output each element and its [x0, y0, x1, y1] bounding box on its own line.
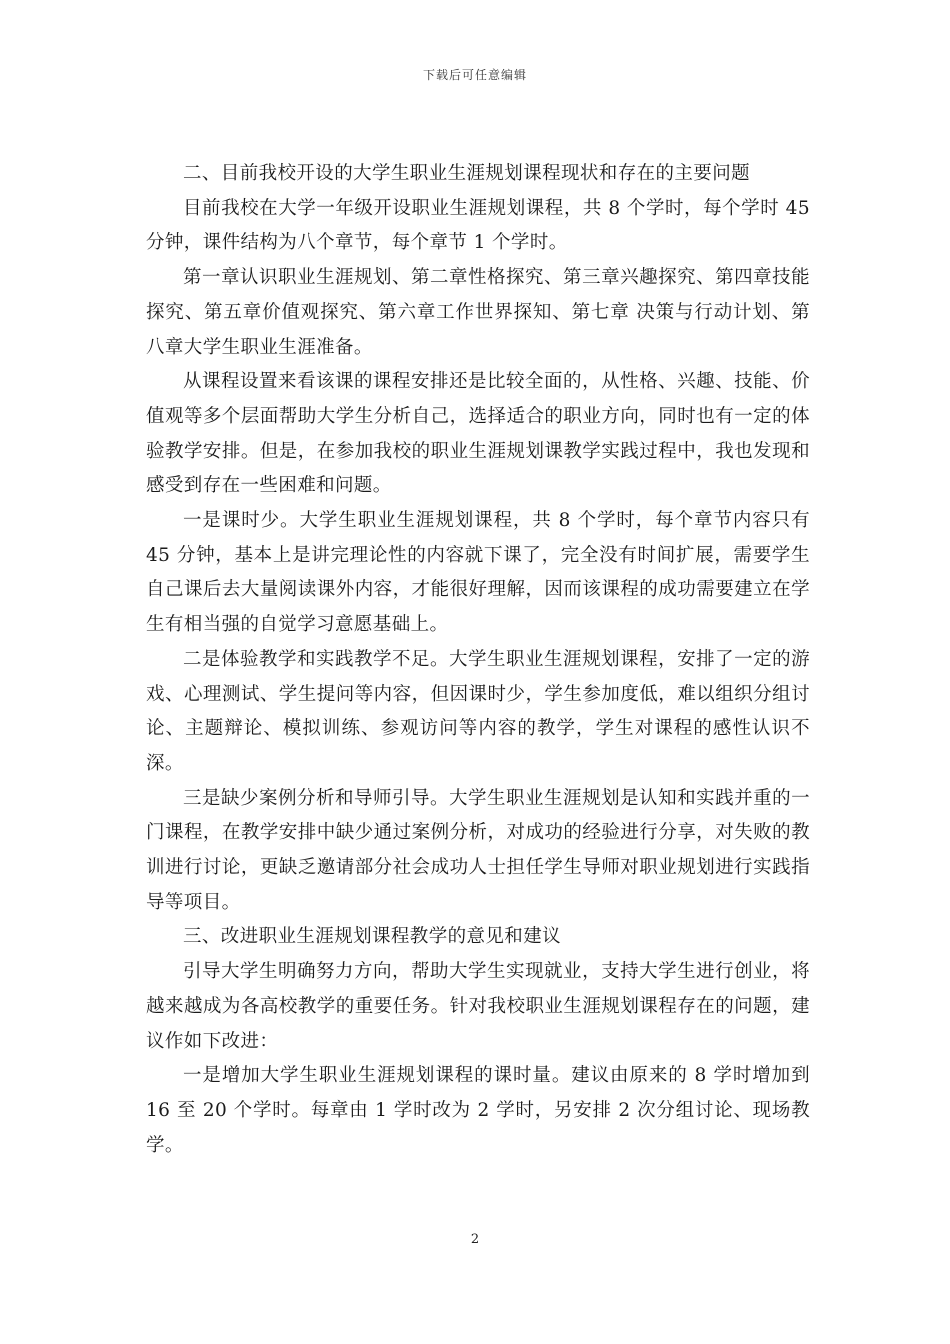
page-header: 下载后可任意编辑 [422, 68, 527, 82]
section-heading-3: 三、改进职业生涯规划课程教学的意见和建议 [183, 926, 562, 948]
section-heading-2: 二、目前我校开设的大学生职业生涯规划课程现状和存在的主要问题 [183, 163, 751, 184]
paragraph-suggestion-1: 一是增加大学生职业生涯规划课程的课时量。建议由原来的 8 学时增加到 16 至 20 个学时。每章由 1 学时改为 2 学时，另安排 2 次分组讨论、现场教学。 [146, 1065, 810, 1156]
paragraph-course-assessment: 从课程设置来看该课的课程安排还是比较全面的，从性格、兴趣、技能、价值观等多个层面帮助大学生分析自己，选择适合的职业方向，同时也有一定的体验教学安排。但是，在参加我校的职业生涯规划课教学实践过程中，我也发现和感受到存在一些困难和问题。 [146, 371, 810, 497]
paragraph-problem-1: 一是课时少。大学生职业生涯规划课程，共 8 个学时，每个章节内容只有 45 分钟，基本上是讲完理论性的内容就下课了，完全没有时间扩展，需要学生自己课后去大量阅读课外内容，才能很好理解，因而该课程的成功需要建立在学生有相当强的自觉学习意愿基础上。 [146, 510, 810, 636]
page-number: 2 [470, 1232, 480, 1247]
paragraph-problem-3: 三是缺少案例分析和导师引导。大学生职业生涯规划是认知和实践并重的一门课程，在教学安排中缺少通过案例分析，对成功的经验进行分享，对失败的教训进行讨论，更缺乏邀请部分社会成功人士担任学生导师对职业规划进行实践指导等项目。 [146, 787, 810, 913]
document-body [146, 157, 810, 1163]
paragraph-suggestions-intro: 引导大学生明确努力方向，帮助大学生实现就业，支持大学生进行创业，将越来越成为各高校教学的重要任务。针对我校职业生涯规划课程存在的问题，建议作如下改进： [146, 961, 810, 1052]
paragraph-problem-2: 二是体验教学和实践教学不足。大学生职业生涯规划课程，安排了一定的游戏、心理测试、学生提问等内容，但因课时少，学生参加度低，难以组织分组讨论、主题辩论、模拟训练、参观访问等内容的教学，学生对课程的感性认识不深。 [146, 648, 810, 774]
paragraph-course-overview: 目前我校在大学一年级开设职业生涯规划课程，共 8 个学时，每个学时 45 分钟，课件结构为八个章节，每个章节 1 个学时。 [146, 197, 810, 254]
paragraph-chapter-list: 第一章认识职业生涯规划、第二章性格探究、第三章兴趣探究、第四章技能探究、第五章价值观探究、第六章工作世界探知、第七章 决策与行动计划、第八章大学生职业生涯准备。 [146, 267, 810, 358]
